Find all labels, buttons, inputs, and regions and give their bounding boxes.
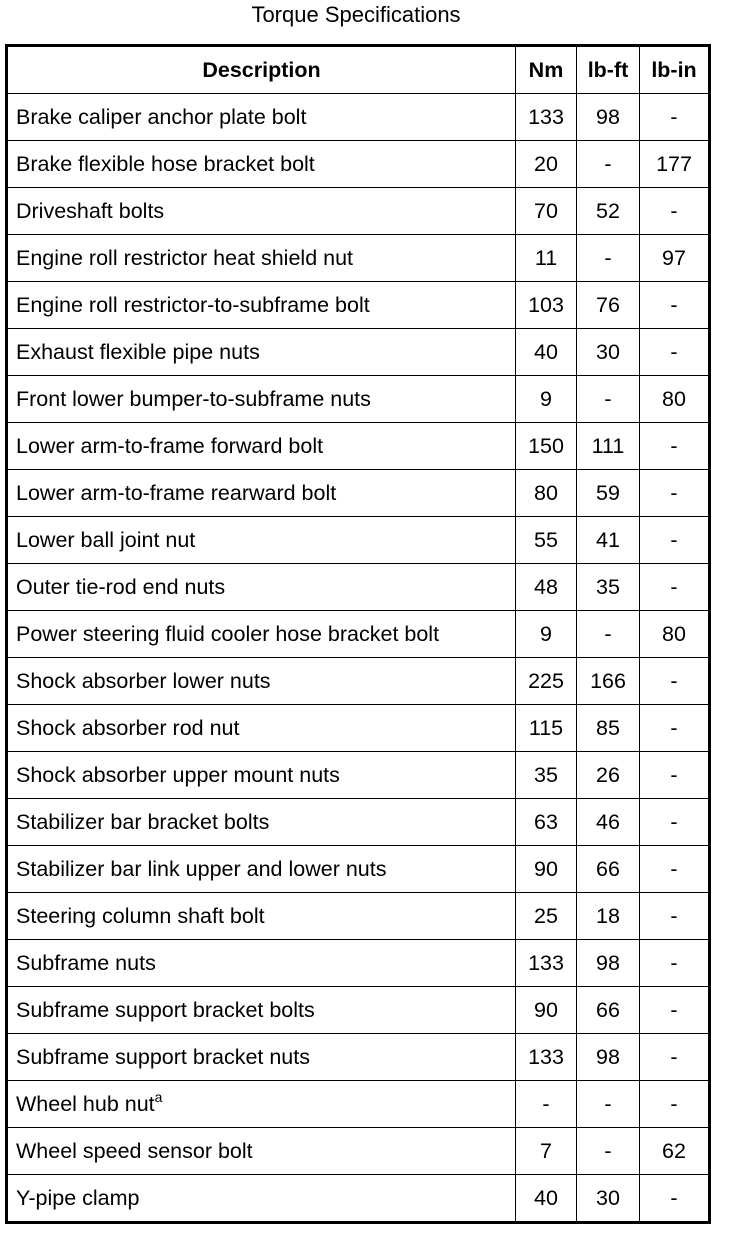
table-row bbox=[7, 376, 710, 423]
torque-spec-table bbox=[5, 44, 711, 1224]
description-cell bbox=[7, 1128, 516, 1175]
description-text: Steering column shaft bolt bbox=[16, 903, 265, 928]
lbin-cell: - bbox=[640, 188, 710, 235]
lbft-cell: 98 bbox=[577, 1034, 640, 1081]
lbft-cell: 52 bbox=[577, 188, 640, 235]
nm-cell: 55 bbox=[516, 517, 577, 564]
table-row bbox=[7, 658, 710, 705]
nm-cell: 115 bbox=[516, 705, 577, 752]
lbin-cell: - bbox=[640, 752, 710, 799]
description-text: Lower ball joint nut bbox=[16, 527, 196, 552]
nm-cell: 40 bbox=[516, 1175, 577, 1223]
description-text: Engine roll restrictor-to-subframe bolt bbox=[16, 292, 370, 317]
description-cell bbox=[7, 705, 516, 752]
lbft-cell: 26 bbox=[577, 752, 640, 799]
footnote-marker: a bbox=[154, 1088, 163, 1105]
description-cell bbox=[7, 658, 516, 705]
description-text: Power steering fluid cooler hose bracket bolt bbox=[16, 621, 440, 646]
description-cell bbox=[7, 987, 516, 1034]
lbin-cell: - bbox=[640, 799, 710, 846]
table-row bbox=[7, 329, 710, 376]
description-cell bbox=[7, 1081, 516, 1128]
nm-cell: 9 bbox=[516, 611, 577, 658]
nm-cell: 90 bbox=[516, 846, 577, 893]
description-text: Outer tie-rod end nuts bbox=[16, 574, 226, 599]
description-cell bbox=[7, 752, 516, 799]
description-text: Front lower bumper-to-subframe nuts bbox=[16, 386, 371, 411]
lbin-cell: - bbox=[640, 423, 710, 470]
description-cell bbox=[7, 564, 516, 611]
lbin-cell: - bbox=[640, 470, 710, 517]
lbft-cell: 85 bbox=[577, 705, 640, 752]
description-text: Exhaust flexible pipe nuts bbox=[16, 339, 260, 364]
description-cell bbox=[7, 1034, 516, 1081]
description-cell bbox=[7, 141, 516, 188]
table-row bbox=[7, 705, 710, 752]
lbin-cell: 80 bbox=[640, 611, 710, 658]
description-cell bbox=[7, 940, 516, 987]
description-text: Shock absorber lower nuts bbox=[16, 668, 271, 693]
table-row bbox=[7, 188, 710, 235]
lbft-cell: - bbox=[577, 235, 640, 282]
lbft-cell: 166 bbox=[577, 658, 640, 705]
description-cell bbox=[7, 470, 516, 517]
lbin-cell: 97 bbox=[640, 235, 710, 282]
nm-cell: 48 bbox=[516, 564, 577, 611]
lbin-cell: - bbox=[640, 893, 710, 940]
nm-cell: 7 bbox=[516, 1128, 577, 1175]
lbft-cell: - bbox=[577, 1128, 640, 1175]
description-text: Subframe support bracket nuts bbox=[16, 1044, 310, 1069]
lbin-cell: - bbox=[640, 517, 710, 564]
description-text: Wheel hub nut bbox=[16, 1091, 155, 1116]
description-text: Stabilizer bar bracket bolts bbox=[16, 809, 270, 834]
table-row bbox=[7, 141, 710, 188]
description-cell bbox=[7, 329, 516, 376]
lbft-cell: - bbox=[577, 1081, 640, 1128]
header-row bbox=[7, 46, 710, 94]
table-body bbox=[7, 94, 710, 1223]
lbin-cell: - bbox=[640, 705, 710, 752]
description-text: Subframe support bracket bolts bbox=[16, 997, 315, 1022]
description-text: Wheel speed sensor bolt bbox=[16, 1138, 253, 1163]
table-caption: Torque Specifications bbox=[251, 2, 461, 27]
lbft-cell: 35 bbox=[577, 564, 640, 611]
lbft-cell: 76 bbox=[577, 282, 640, 329]
table-row bbox=[7, 893, 710, 940]
nm-cell: 63 bbox=[516, 799, 577, 846]
table-row bbox=[7, 1175, 710, 1223]
nm-cell: - bbox=[516, 1081, 577, 1128]
lbin-cell: - bbox=[640, 846, 710, 893]
lbft-cell: 66 bbox=[577, 846, 640, 893]
lbin-cell: - bbox=[640, 329, 710, 376]
nm-cell: 80 bbox=[516, 470, 577, 517]
nm-cell: 11 bbox=[516, 235, 577, 282]
nm-cell: 103 bbox=[516, 282, 577, 329]
description-text: Driveshaft bolts bbox=[16, 198, 165, 223]
table-row bbox=[7, 940, 710, 987]
table-row bbox=[7, 752, 710, 799]
table-row bbox=[7, 846, 710, 893]
lbin-cell: - bbox=[640, 94, 710, 141]
description-cell bbox=[7, 376, 516, 423]
lbft-cell: 30 bbox=[577, 329, 640, 376]
description-text: Subframe nuts bbox=[16, 950, 156, 975]
description-cell bbox=[7, 611, 516, 658]
description-text: Shock absorber upper mount nuts bbox=[16, 762, 340, 787]
description-text: Brake flexible hose bracket bolt bbox=[16, 151, 315, 176]
table-row bbox=[7, 235, 710, 282]
table-row bbox=[7, 611, 710, 658]
lbin-cell: 177 bbox=[640, 141, 710, 188]
lbin-cell: 62 bbox=[640, 1128, 710, 1175]
table-row bbox=[7, 987, 710, 1034]
lbft-cell: 41 bbox=[577, 517, 640, 564]
nm-cell: 25 bbox=[516, 893, 577, 940]
description-cell bbox=[7, 423, 516, 470]
table-row bbox=[7, 282, 710, 329]
lbft-cell: 98 bbox=[577, 940, 640, 987]
description-text: Shock absorber rod nut bbox=[16, 715, 240, 740]
table-row bbox=[7, 1081, 710, 1128]
description-text: Y-pipe clamp bbox=[16, 1185, 140, 1210]
table-row bbox=[7, 94, 710, 141]
table-row bbox=[7, 423, 710, 470]
description-text: Lower arm-to-frame rearward bolt bbox=[16, 480, 337, 505]
description-text: Lower arm-to-frame forward bolt bbox=[16, 433, 324, 458]
lbft-cell: 111 bbox=[577, 423, 640, 470]
nm-cell: 133 bbox=[516, 1034, 577, 1081]
description-header: Description bbox=[7, 46, 516, 94]
description-cell bbox=[7, 235, 516, 282]
nm-cell: 40 bbox=[516, 329, 577, 376]
table-row bbox=[7, 1128, 710, 1175]
description-cell bbox=[7, 282, 516, 329]
nm-cell: 225 bbox=[516, 658, 577, 705]
nm-header: Nm bbox=[516, 46, 577, 94]
table-row bbox=[7, 470, 710, 517]
nm-cell: 133 bbox=[516, 94, 577, 141]
lbin-cell: - bbox=[640, 658, 710, 705]
lbin-cell: - bbox=[640, 282, 710, 329]
nm-cell: 150 bbox=[516, 423, 577, 470]
lbft-cell: - bbox=[577, 611, 640, 658]
description-cell bbox=[7, 188, 516, 235]
description-text: Brake caliper anchor plate bolt bbox=[16, 104, 307, 129]
lbft-header: lb-ft bbox=[577, 46, 640, 94]
nm-cell: 133 bbox=[516, 940, 577, 987]
lbft-cell: 18 bbox=[577, 893, 640, 940]
lbin-cell: - bbox=[640, 1081, 710, 1128]
nm-cell: 9 bbox=[516, 376, 577, 423]
lbft-cell: 66 bbox=[577, 987, 640, 1034]
table-row bbox=[7, 564, 710, 611]
lbin-cell: - bbox=[640, 564, 710, 611]
description-cell bbox=[7, 846, 516, 893]
description-cell bbox=[7, 893, 516, 940]
description-cell bbox=[7, 1175, 516, 1223]
lbin-header: lb-in bbox=[640, 46, 710, 94]
description-text: Stabilizer bar link upper and lower nuts bbox=[16, 856, 387, 881]
lbin-cell: 80 bbox=[640, 376, 710, 423]
lbft-cell: 46 bbox=[577, 799, 640, 846]
nm-cell: 20 bbox=[516, 141, 577, 188]
lbin-cell: - bbox=[640, 1175, 710, 1223]
description-cell bbox=[7, 799, 516, 846]
lbin-cell: - bbox=[640, 987, 710, 1034]
description-cell bbox=[7, 517, 516, 564]
nm-cell: 90 bbox=[516, 987, 577, 1034]
lbft-cell: 59 bbox=[577, 470, 640, 517]
table-row bbox=[7, 1034, 710, 1081]
table-row bbox=[7, 517, 710, 564]
lbin-cell: - bbox=[640, 1034, 710, 1081]
lbft-cell: 30 bbox=[577, 1175, 640, 1223]
nm-cell: 70 bbox=[516, 188, 577, 235]
nm-cell: 35 bbox=[516, 752, 577, 799]
lbft-cell: - bbox=[577, 141, 640, 188]
table-row bbox=[7, 799, 710, 846]
lbft-cell: 98 bbox=[577, 94, 640, 141]
lbft-cell: - bbox=[577, 376, 640, 423]
description-cell bbox=[7, 94, 516, 141]
description-text: Engine roll restrictor heat shield nut bbox=[16, 245, 354, 270]
lbin-cell: - bbox=[640, 940, 710, 987]
